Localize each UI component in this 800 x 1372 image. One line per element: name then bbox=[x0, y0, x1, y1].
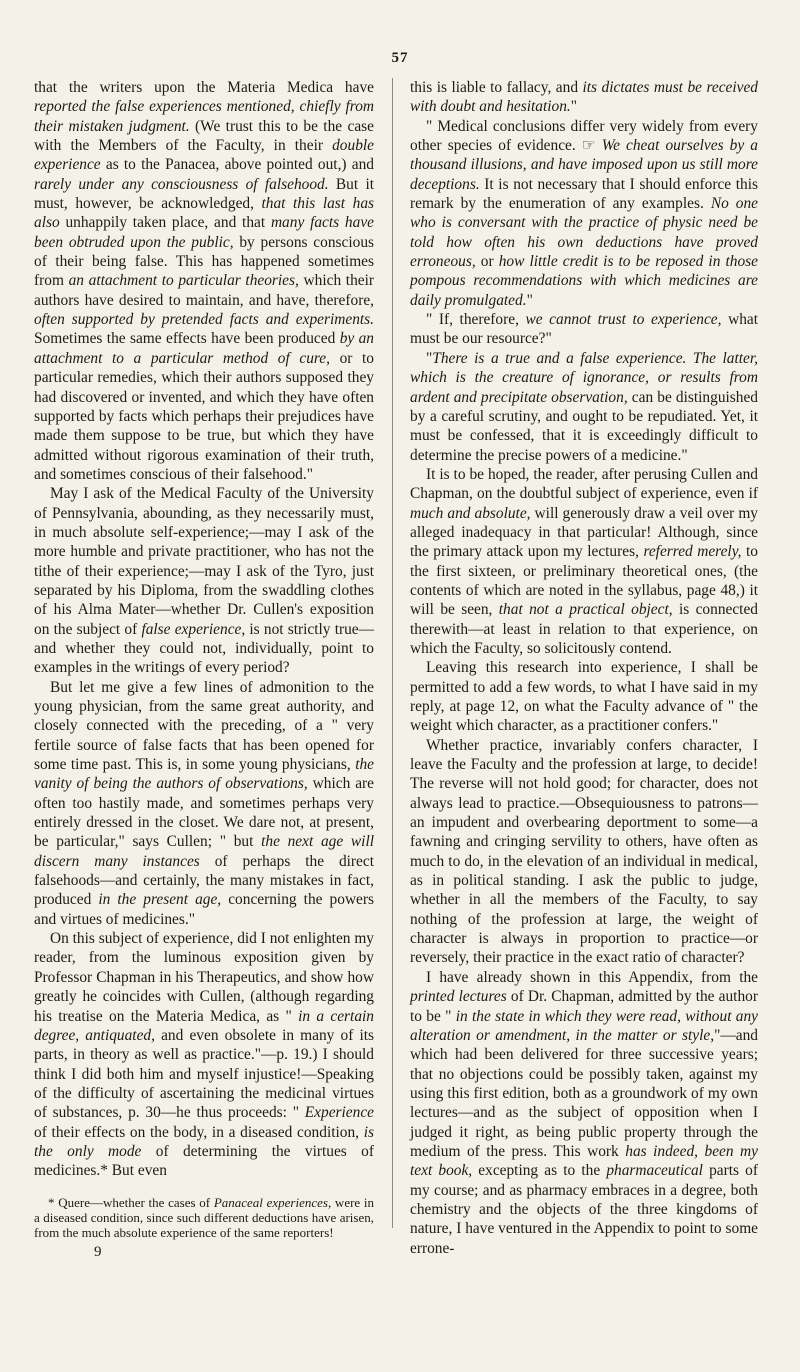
text-run: I have already shown in this Appendix, from the bbox=[426, 968, 758, 986]
italic-text: by an attachment to a particular method of cure, bbox=[34, 330, 374, 367]
text-run: May I ask of the Medical Faculty of the University of Pennsylvania, abounding, as they necessarily must, in much absolute self-experience;—may I ask of the more humble and private practitioner, who has not the tithe of their experience;—may I ask of the Tyro, just separated by his Diploma, from the swaddling clothes of his Alma Mater—whether Dr. Cullen's exposition on the subject of bbox=[34, 485, 374, 638]
italic-text: the vanity of being the authors of observations, bbox=[34, 756, 374, 793]
paragraph bbox=[410, 310, 758, 349]
text-run: which are often too hastily made, and sometimes perhaps very entirely dressed in the closet. We dare not, at present, be particular," says Cullen; " but bbox=[34, 775, 374, 851]
page-number: 57 bbox=[391, 50, 409, 66]
text-run: what must be our resource?" bbox=[410, 311, 758, 348]
italic-text: in a certain degree, antiquated, bbox=[34, 1007, 374, 1044]
text-run: (We trust this to be the case with the Members of the Faculty, in their bbox=[34, 117, 374, 155]
text-run: Leaving this research into experience, I shall be permitted to add a few words, to what I have said in my reply, at page 12, on what the Faculty advance of " the weight which character, as a practitioner confers." bbox=[410, 659, 758, 735]
text-run: But let me give a few lines of admonition to the young physician, from the same great authority, and closely connected with the preceding, of a " very fertile source of false facts that has been opened for some time past. This is, in some young physicians, bbox=[34, 678, 374, 774]
footnote bbox=[34, 1195, 374, 1241]
italic-text: has indeed, been my text book, bbox=[410, 1142, 758, 1180]
italic-text: much and absolute, bbox=[410, 504, 531, 522]
text-run: * Quere—whether the cases of bbox=[48, 1194, 214, 1210]
text-run: can be distinguished by a careful scrutiny, and ought to be repudiated. Yet, it must be confessed, that it is exceedingly difficult to determine the precise powers of a medicine." bbox=[410, 388, 758, 464]
text-run: is connected therewith—at least in relation to that experience, on which the Faculty, so solicitously contend. bbox=[410, 601, 758, 657]
italic-text: We cheat ourselves by a thousand illusions, and have imposed upon us still more deceptions. bbox=[410, 137, 758, 193]
paragraph bbox=[34, 678, 374, 929]
italic-text: its dictates must be received with doubt and hesitation. bbox=[410, 79, 758, 116]
italic-text: an attachment to particular theories, bbox=[68, 272, 299, 290]
italic-text: No one who is conversant with the practice of physic need be told how often his own deductions have proved erroneous, bbox=[410, 195, 759, 271]
italic-text: referred merely, bbox=[643, 543, 742, 561]
right-column bbox=[410, 78, 758, 1258]
text-run: and even obsolete in many of its parts, in theory as well as practice."—p. 19.) I should think I did both him and myself injustice!—Speaking of the difficulty of ascertaining the medicinal virtues of substances, p. 30—he thus proceeds: " bbox=[34, 1026, 374, 1122]
text-run: excepting as to the bbox=[472, 1162, 607, 1180]
italic-text: pharmaceutical bbox=[606, 1162, 703, 1180]
italic-text: reported the false experiences mentioned, chiefly from their mistaken judgment. bbox=[34, 98, 374, 135]
text-run: It is to be hoped, the reader, after perusing Cullen and Chapman, on the doubtful subject of experience, even if bbox=[410, 465, 758, 503]
paragraph bbox=[34, 78, 374, 484]
italic-text: double experience bbox=[34, 137, 374, 174]
text-run: or to particular remedies, which their authors supposed they had discovered or invented, and which they have often supported by facts which perhaps their prejudices have made them suppose to be true, but which they have admitted without rigorous examination of their truth, and sometimes conscious of their falsehood." bbox=[34, 349, 374, 483]
text-run: will generously draw a veil over my alleged inadequacy in that particular! Although, since the primary attack upon my lectures, bbox=[410, 504, 758, 561]
text-run: which their authors have desired to maintain, and have, therefore, bbox=[34, 272, 375, 309]
left-column bbox=[34, 78, 374, 1262]
paragraph bbox=[410, 736, 758, 968]
text-run: It is not necessary that I should enforce this remark by the enumeration of any examples. bbox=[410, 175, 758, 213]
column-divider bbox=[392, 78, 393, 1228]
text-run: this is liable to fallacy, and bbox=[410, 79, 583, 96]
italic-text: rarely under any consciousness of falsehood. bbox=[34, 175, 329, 193]
text-run: " Medical conclusions differ very widely from every other species of evidence. ☞ bbox=[410, 117, 758, 155]
text-run: parts of my course; and as pharmacy embraces in a degree, both chemistry and the objects of the three kingdoms of nature, I have ventured in the Appendix to point to some errone- bbox=[410, 1162, 758, 1257]
signature-mark: 9 bbox=[94, 1243, 102, 1260]
paragraph bbox=[34, 929, 374, 1180]
text-run: is not strictly true—and whether they could not, individually, point to examples in the writings of every period? bbox=[34, 620, 375, 677]
text-run: " bbox=[526, 291, 533, 309]
text-run: But it must, however, be acknowledged, bbox=[34, 175, 375, 213]
text-run: unhappily taken place, and that bbox=[59, 214, 271, 232]
text-run: as to the Panacea, above pointed out,) and bbox=[100, 156, 374, 174]
paragraph bbox=[410, 117, 758, 310]
italic-text: many facts have been obtruded upon the public, bbox=[34, 214, 374, 251]
text-run: were in a diseased condition, since such different deductions have arisen, from the much absolute experience of the same reporters! bbox=[34, 1194, 375, 1241]
paragraph bbox=[410, 658, 758, 735]
italic-text: Panaceal experiences, bbox=[213, 1194, 332, 1210]
italic-text: the next age will discern many instances bbox=[34, 833, 375, 870]
paragraph bbox=[410, 78, 758, 117]
italic-text: Experience bbox=[304, 1104, 374, 1122]
italic-text: how little credit is to be reposed in those pompous recommendations with which medicines are daily promulgated. bbox=[410, 253, 758, 309]
paragraph bbox=[34, 484, 374, 677]
italic-text: is the only mode bbox=[34, 1123, 374, 1160]
text-run: of determining the virtues of medicines.* But even bbox=[34, 1142, 374, 1180]
text-run: that the writers upon the Materia Medica have bbox=[34, 79, 374, 96]
paragraph bbox=[410, 465, 758, 658]
italic-text: There is a true and a false experience. The latter, which is the creature of ignorance, or results from ardent and precipitate observation, bbox=[410, 349, 758, 406]
italic-text: in the state in which they were read, without any alteration or amendment, in the matter or style, bbox=[410, 1007, 759, 1044]
text-run: of perhaps the direct falsehoods—and certainly, the many mistakes in fact, produced bbox=[34, 852, 374, 909]
italic-text: that not a practical object, bbox=[498, 601, 673, 619]
text-run: concerning the powers and virtues of medicines." bbox=[34, 891, 375, 928]
text-run: of their effects on the body, in a diseased condition, bbox=[34, 1123, 364, 1141]
text-run: to the first sixteen, or preliminary theoretical ones, (the contents of which are noted in the syllabus, page 48,) it will be seen, bbox=[410, 543, 759, 619]
text-run: Sometimes the same effects have been produced bbox=[34, 330, 340, 348]
text-run: by persons conscious of their being false. This has happened sometimes from bbox=[34, 233, 374, 290]
italic-text: often supported by pretended facts and experiments. bbox=[34, 311, 374, 329]
text-run: " If, therefore, bbox=[426, 311, 526, 329]
text-run: "—and which had been delivered for three successive years; that no objections could be possibly taken, against my using this first edition, both as a groundwork of my own lectures—and as the subject of opposition when I judged it right, as being public property through the medium of the press. This work bbox=[410, 1026, 758, 1160]
italic-text: that this last has also bbox=[34, 195, 374, 232]
text-run: On this subject of experience, did I not enlighten my reader, from the luminous exposition given by Professor Chapman in his Therapeutics, and show how greatly he coincides with Cullen, (although regarding his treatise on the Materia Medica, as " bbox=[34, 930, 374, 1025]
text-run: of Dr. Chapman, admitted by the author to be " bbox=[410, 988, 758, 1025]
italic-text: false experience, bbox=[141, 620, 246, 638]
text-run: " bbox=[426, 349, 433, 367]
italic-text: printed lectures bbox=[410, 988, 507, 1006]
text-run: " bbox=[570, 98, 578, 116]
paragraph bbox=[410, 349, 758, 465]
italic-text: in the present age, bbox=[98, 891, 222, 909]
text-run: Whether practice, invariably confers character, I leave the Faculty and the profession at large, to decide! The reverse will not hold good; for character, does not always lead to practice.—Obsequiousness to patrons—an impudent and overbearing deportment to some—a fawning and cringing servility to others, have often as much to do, in the elevation of an individual in medical, as in political standing. I ask the public to judge, whether in all the members of the Faculty, to say nothing of the profession at large, the weight of character is always in proportion to practice—or reversely, their practice in the exact ratio of character? bbox=[410, 736, 758, 967]
paragraph bbox=[410, 968, 758, 1258]
text-run: or bbox=[475, 253, 499, 271]
italic-text: we cannot trust to experience, bbox=[525, 311, 722, 329]
